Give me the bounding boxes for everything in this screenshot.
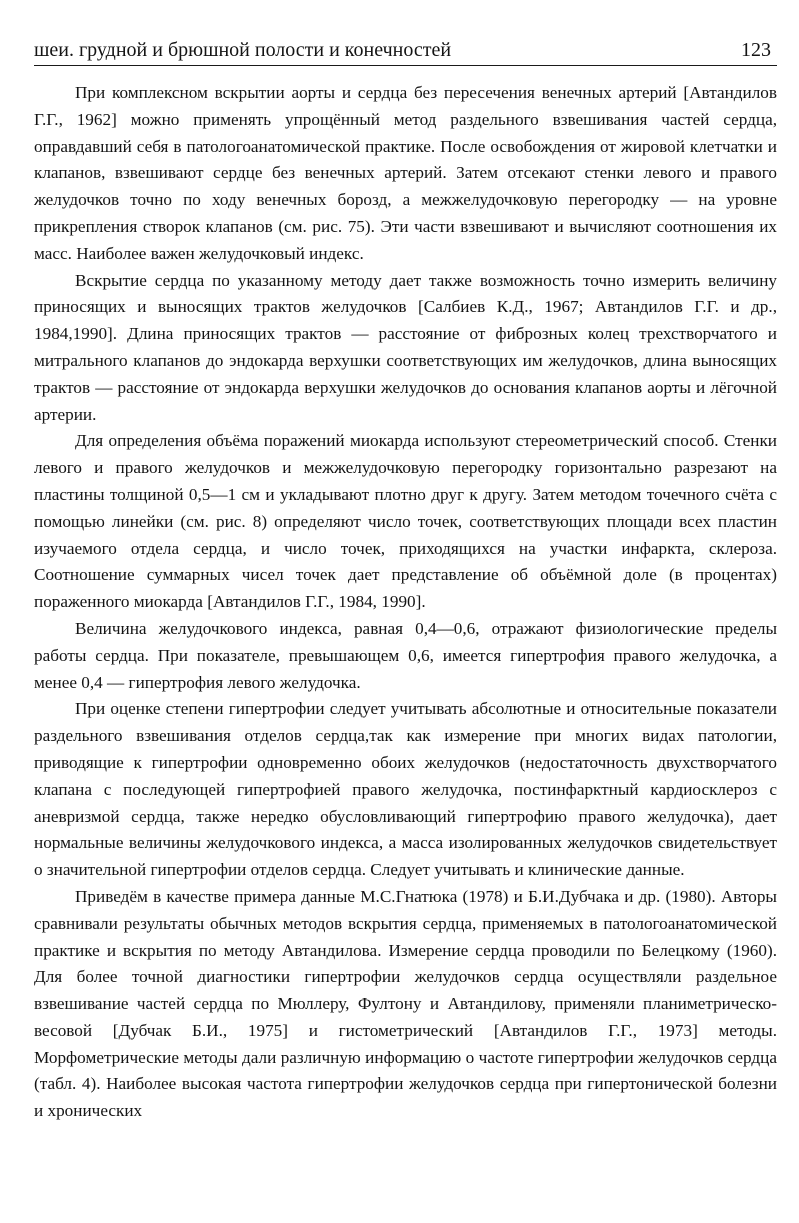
paragraph-hypertrophy-assessment: При оценке степени гипертрофии следует учитывать абсолютные и относительные показатели раздельного взвешивания отделов сердца,так как измерение при многих видах патологии, приводящие к гипертрофии одновременно обоих желудочков (недостаточность двухстворчатого клапана с последующей гипертрофией правого желудочка, постинфарктный кардиосклероз с аневризмой сердца, также нередко обусловливающий гипертрофию правого желудочка), дает нормальные величины желудочкового индекса, а масса изолированных желудочков свидетельствует о значительной гипертрофии отделов сердца. Следует учитывать и клинические данные.: [34, 699, 777, 880]
running-title: шеи. грудной и брюшной полости и конечностей: [34, 39, 452, 61]
running-head: [34, 38, 777, 66]
paragraph-tract-measurement: Вскрытие сердца по указанному методу дает также возможность точно измерить величину приносящих и выносящих трактов желудочков [Салбиев К.Д., 1967; Автандилов Г.Г. и др., 1984,1990]. Длина приносящих трактов — расстояние от фиброзных колец трехстворчатого и митрального клапанов до эндокарда верхушки соответствующих им желудочков, длина выносящих трактов — расстояние от эндокарда верхушки желудочков до основания клапанов аорты и лёгочной артерии.: [34, 270, 777, 424]
paragraph-separate-weighing: При комплексном вскрытии аорты и сердца без пересечения венечных артерий [Автандилов Г.Г., 1962] можно применять упрощённый метод раздельного взвешивания частей сердца, оправдавший себя в патологоанатомической практике. После освобождения от жировой клетчатки и клапанов, взвешивают сердце без венечных артерий. Затем отсекают стенки левого и правого желудочков точно по ходу венечных борозд, а межжелудочковую перегородку — на уровне прикрепления створок клапанов (см. рис. 75). Эти части взвешивают и вычисляют соотношения их масс. Наиболее важен желудочковый индекс.: [34, 83, 777, 263]
page-number: 123: [741, 39, 771, 61]
body-text: [34, 80, 777, 1125]
paragraph-stereometric-method: Для определения объёма поражений миокарда используют стереометрический способ. Стенки левого и правого желудочков и межжелудочковую перегородку горизонтально разрезают на пластины толщиной 0,5—1 см и укладывают плотно друг к другу. Затем методом точечного счёта с помощью линейки (см. рис. 8) определяют число точек, соответствующих площади всех пластин изучаемого отдела сердца, и число точек, приходящихся на участки инфаркта, склероза. Соотношение суммарных чисел точек дает представление об объёмной доле (в процентах) пораженного миокарда [Автандилов Г.Г., 1984, 1990].: [34, 431, 777, 612]
paragraph-example-data: Приведём в качестве примера данные М.С.Гнатюка (1978) и Б.И.Дубчака и др. (1980). Авторы сравнивали результаты обычных методов вскрытия сердца, применяемых в патологоанатомической практике и вскрытия по методу Автандилова. Измерение сердца проводили по Белецкому (1960). Для более точной диагностики гипертрофии желудочков сердца осуществляли раздельное взвешивание частей сердца по Мюллеру, Фултону и Автандилову, применяли планиметрическо-весовой [Дубчак Б.И., 1975] и гистометрический [Автандилов Г.Г., 1973] методы. Морфометрические методы дали различную информацию о частоте гипертрофии желудочков сердца (табл. 4). Наиболее высокая частота гипертрофии желудочков сердца при гипертонической болезни и хронических: [34, 886, 777, 1121]
paragraph-ventricular-index: Величина желудочкового индекса, равная 0,4—0,6, отражают физиологические пределы работы сердца. При показателе, превышающем 0,6, имеется гипертрофия правого желудочка, а менее 0,4 — гипертрофия левого желудочка.: [34, 618, 777, 692]
